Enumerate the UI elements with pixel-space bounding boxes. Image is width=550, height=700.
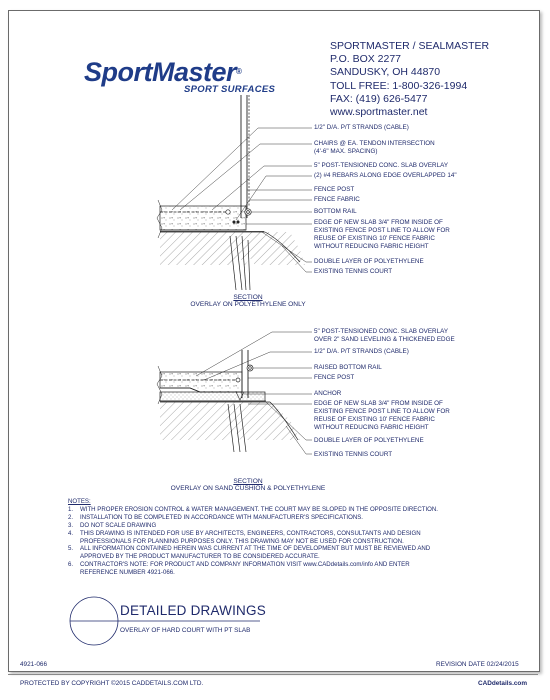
s1-callout-chairs-spacing: (4'-6" MAX. SPACING) bbox=[314, 148, 378, 155]
note-item bbox=[68, 522, 508, 530]
company-tollfree: TOLL FREE: 1-800-326-1994 bbox=[330, 79, 468, 92]
note-item bbox=[68, 506, 508, 514]
section-2-title bbox=[150, 478, 346, 492]
company-city: SANDUSKY, OH 44870 bbox=[330, 66, 441, 79]
note-text: ALL INFORMATION CONTAINED HEREIN WAS CURRENT AT THE TIME OF DEVELOPMENT BUT MUST BE REVIEWED AND bbox=[80, 545, 431, 553]
note-text: APPROVED BY THE PRODUCT MANUFACTURER TO BE CONSIDERED ACCURATE. bbox=[80, 553, 320, 561]
note-number: 4. bbox=[68, 529, 74, 537]
section-2-drawing bbox=[157, 350, 300, 452]
note-item bbox=[68, 530, 508, 538]
company-name: SPORTMASTER / SEALMASTER bbox=[330, 40, 490, 52]
s1-callout-polyethylene: DOUBLE LAYER OF POLYETHYLENE bbox=[314, 258, 424, 265]
s2-callout-strands: 1/2" D/A. P/T STRANDS (CABLE) bbox=[314, 348, 409, 355]
note-text: REFERENCE NUMBER 4921-066. bbox=[80, 569, 175, 577]
s2-callout-raised-rail: RAISED BOTTOM RAIL bbox=[314, 364, 382, 371]
s2-callout-slab: 5" POST-TENSIONED CONC. SLAB OVERLAY bbox=[314, 328, 449, 335]
s1-callout-edge-4: WITHOUT REDUCING FABRIC HEIGHT bbox=[314, 243, 429, 250]
section-1-heading: SECTION bbox=[233, 294, 263, 301]
section-2-heading: SECTION bbox=[233, 478, 263, 485]
section-1-title bbox=[176, 294, 320, 308]
logo-tagline: SPORT SURFACES bbox=[184, 84, 276, 95]
note-number bbox=[68, 538, 80, 546]
s2-callout-anchor: ANCHOR bbox=[314, 390, 342, 397]
note-number: 5. bbox=[68, 545, 74, 553]
s1-callout-strands: 1/2" D/A. P/T STRANDS (CABLE) bbox=[314, 124, 409, 131]
revision-date: REVISION DATE 02/24/2015 bbox=[436, 661, 519, 668]
section-2-caption: OVERLAY ON SAND CUSHION & POLYETHYLENE bbox=[170, 485, 326, 492]
s2-callout-fence-post: FENCE POST bbox=[314, 374, 355, 381]
footer-divider bbox=[8, 674, 538, 675]
s2-callout-edge-3: REUSE OF EXISTING 10' FENCE FABRIC bbox=[314, 416, 435, 423]
logo-reg-mark: ® bbox=[236, 67, 242, 76]
note-item bbox=[68, 553, 508, 561]
note-number: 3. bbox=[68, 521, 74, 529]
reference-number: 4921-066 bbox=[20, 661, 48, 668]
notes-block bbox=[68, 498, 508, 577]
note-text: CONTRACTOR'S NOTE: FOR PRODUCT AND COMPANY INFORMATION VISIT www.CADdetails.com/info AND ENTER bbox=[80, 561, 410, 569]
s1-callout-tennis-court: EXISTING TENNIS COURT bbox=[314, 268, 393, 275]
company-fax: FAX: (419) 626-5477 bbox=[330, 92, 428, 105]
section-1-drawing bbox=[157, 95, 305, 290]
section-1-caption: OVERLAY ON POLYETHYLENE ONLY bbox=[190, 301, 306, 308]
s2-callout-edge-4: WITHOUT REDUCING FABRIC HEIGHT bbox=[314, 424, 429, 431]
s2-callout-tennis-court: EXISTING TENNIS COURT bbox=[314, 451, 393, 458]
logo-brand-text: SportMaster bbox=[84, 57, 237, 87]
note-number: 6. bbox=[68, 561, 74, 569]
caddetails-brand[interactable]: CADdetails.com bbox=[478, 680, 528, 687]
s2-callout-edge-1: EDGE OF NEW SLAB 3/4" FROM INSIDE OF bbox=[314, 400, 443, 407]
note-item bbox=[68, 514, 508, 522]
s1-callout-chairs: CHAIRS @ EA. TENDON INTERSECTION bbox=[314, 140, 435, 147]
s2-callout-polyethylene: DOUBLE LAYER OF POLYETHYLENE bbox=[314, 437, 424, 444]
note-item bbox=[68, 538, 508, 546]
note-text: WITH PROPER EROSION CONTROL & WATER MANAGEMENT. THE COURT MAY BE SLOPED IN THE OPPOSITE DIRECTION. bbox=[80, 505, 438, 513]
s1-callout-edge-3: REUSE OF EXISTING 10' FENCE FABRIC bbox=[314, 235, 435, 242]
note-number bbox=[68, 553, 80, 561]
s1-callout-rebars: (2) #4 REBARS ALONG EDGE OVERLAPPED 14" bbox=[314, 172, 457, 179]
note-number: 2. bbox=[68, 513, 74, 521]
note-item bbox=[68, 561, 508, 569]
note-number bbox=[68, 569, 80, 577]
note-text: PROFESSIONALS FOR PLANNING PURPOSES ONLY. THIS DRAWING MAY NOT BE USED FOR CONSTRUCTION. bbox=[80, 537, 404, 545]
notes-heading: NOTES: bbox=[68, 498, 91, 505]
company-website[interactable]: www.sportmaster.net bbox=[330, 106, 428, 119]
s1-callout-edge-2: EXISTING FENCE POST LINE TO ALLOW FOR bbox=[314, 227, 450, 234]
note-text: THIS DRAWING IS INTENDED FOR USE BY ARCHITECTS, ENGINEERS, CONTRACTORS, CONSULTANTS AND DESIGN bbox=[80, 529, 421, 537]
note-text: DO NOT SCALE DRAWING bbox=[80, 521, 157, 529]
s1-callout-fence-post: FENCE POST bbox=[314, 186, 355, 193]
drawing-subtitle: OVERLAY OF HARD COURT WITH PT SLAB bbox=[120, 627, 251, 634]
s2-callout-edge-2: EXISTING FENCE POST LINE TO ALLOW FOR bbox=[314, 408, 450, 415]
s1-callout-edge-1: EDGE OF NEW SLAB 3/4" FROM INSIDE OF bbox=[314, 219, 443, 226]
s2-callout-sand: OVER 2" SAND LEVELING & THICKENED EDGE bbox=[314, 336, 455, 343]
note-item bbox=[68, 569, 508, 577]
detailed-drawings-title: DETAILED DRAWINGS bbox=[120, 603, 266, 618]
s1-callout-bottom-rail: BOTTOM RAIL bbox=[314, 208, 357, 215]
note-text: INSTALLATION TO BE COMPLETED IN ACCORDANCE WITH MANUFACTURER'S SPECIFICATIONS. bbox=[80, 513, 363, 521]
company-box: P.O. BOX 2277 bbox=[330, 53, 402, 66]
note-item bbox=[68, 545, 508, 553]
note-number: 1. bbox=[68, 505, 74, 513]
copyright-notice: PROTECTED BY COPYRIGHT ©2015 CADDETAILS.COM LTD. bbox=[20, 680, 204, 687]
s1-callout-fence-fabric: FENCE FABRIC bbox=[314, 196, 360, 203]
s1-callout-slab: 5" POST-TENSIONED CONC. SLAB OVERLAY bbox=[314, 162, 449, 169]
